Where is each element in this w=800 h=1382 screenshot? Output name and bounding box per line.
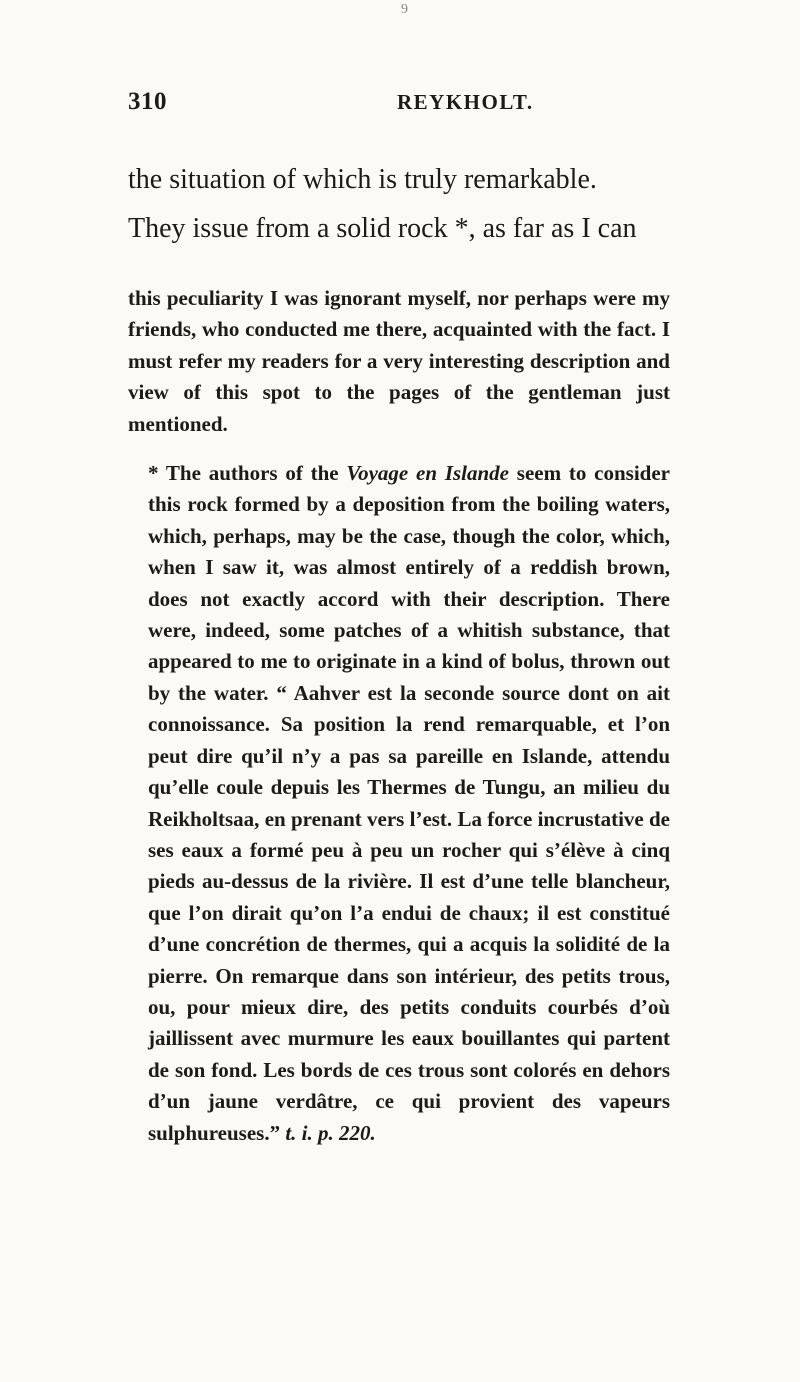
main-text-line-2: They issue from a solid rock *, as far as I can — [128, 213, 637, 244]
page-number: 310 — [128, 88, 167, 115]
main-text — [128, 155, 668, 253]
main-text-line-1: the situation of which is truly remarkable. — [128, 164, 597, 195]
footnote-book-title: Voyage en Islande — [346, 461, 509, 486]
footnote-continuation: this peculiarity I was ignorant myself, nor perhaps were my friends, who conducted me there, acquainted with the fact. I must refer my readers for a very interesting description and view of this spot to the pages of the gentleman just mentioned. — [128, 286, 670, 436]
running-head: REYKHOLT. — [397, 90, 534, 114]
footnote-marker: * — [148, 461, 166, 486]
page-mark: 9 — [401, 2, 408, 17]
footnote-body: seem to consider this rock formed by a deposition from the boiling waters, which, perhaps, may be the case, though the color, which, when I saw it, was almost entirely of a reddish brown, does not exactly accord with their description. There were, indeed, some patches of a whitish substance, that appeared to me to originate in a kind of bolus, thrown out by the water. “ Aahver est la seconde source dont on ait connoissance. Sa position la rend remarquable, et l’on peut dire qu’il n’y a pas sa pareille en Islande, attendu qu’elle coule depuis les Thermes de Tungu, an milieu du Reikholtsaa, en prenant vers l’est. La force incrustative de ses eaux a formé peu à peu un rocher qui s’élève à cinq pieds au-dessus de la rivière. Il est d’une telle blancheur, que l’on dirait qu’on l’a endui de chaux; il est constitué d’une concrétion de thermes, qui a acquis la solidité de la pierre. On remarque dans son intérieur, des petits trous, ou, pour mieux dire, des petits conduits courbés d’où jaillissent avec murmure les eaux bouillantes qui partent de son fond. Les bords de ces trous sont colorés en dehors d’un jaune verdâtre, ce qui provient des vapeurs sulphureuses.” — [148, 461, 670, 1145]
footnote-citation: t. i. p. 220. — [285, 1120, 376, 1145]
page-header — [128, 88, 668, 118]
footnote — [128, 458, 670, 1149]
footnotes — [128, 283, 670, 1149]
footnote-intro: The authors of the — [165, 461, 347, 486]
